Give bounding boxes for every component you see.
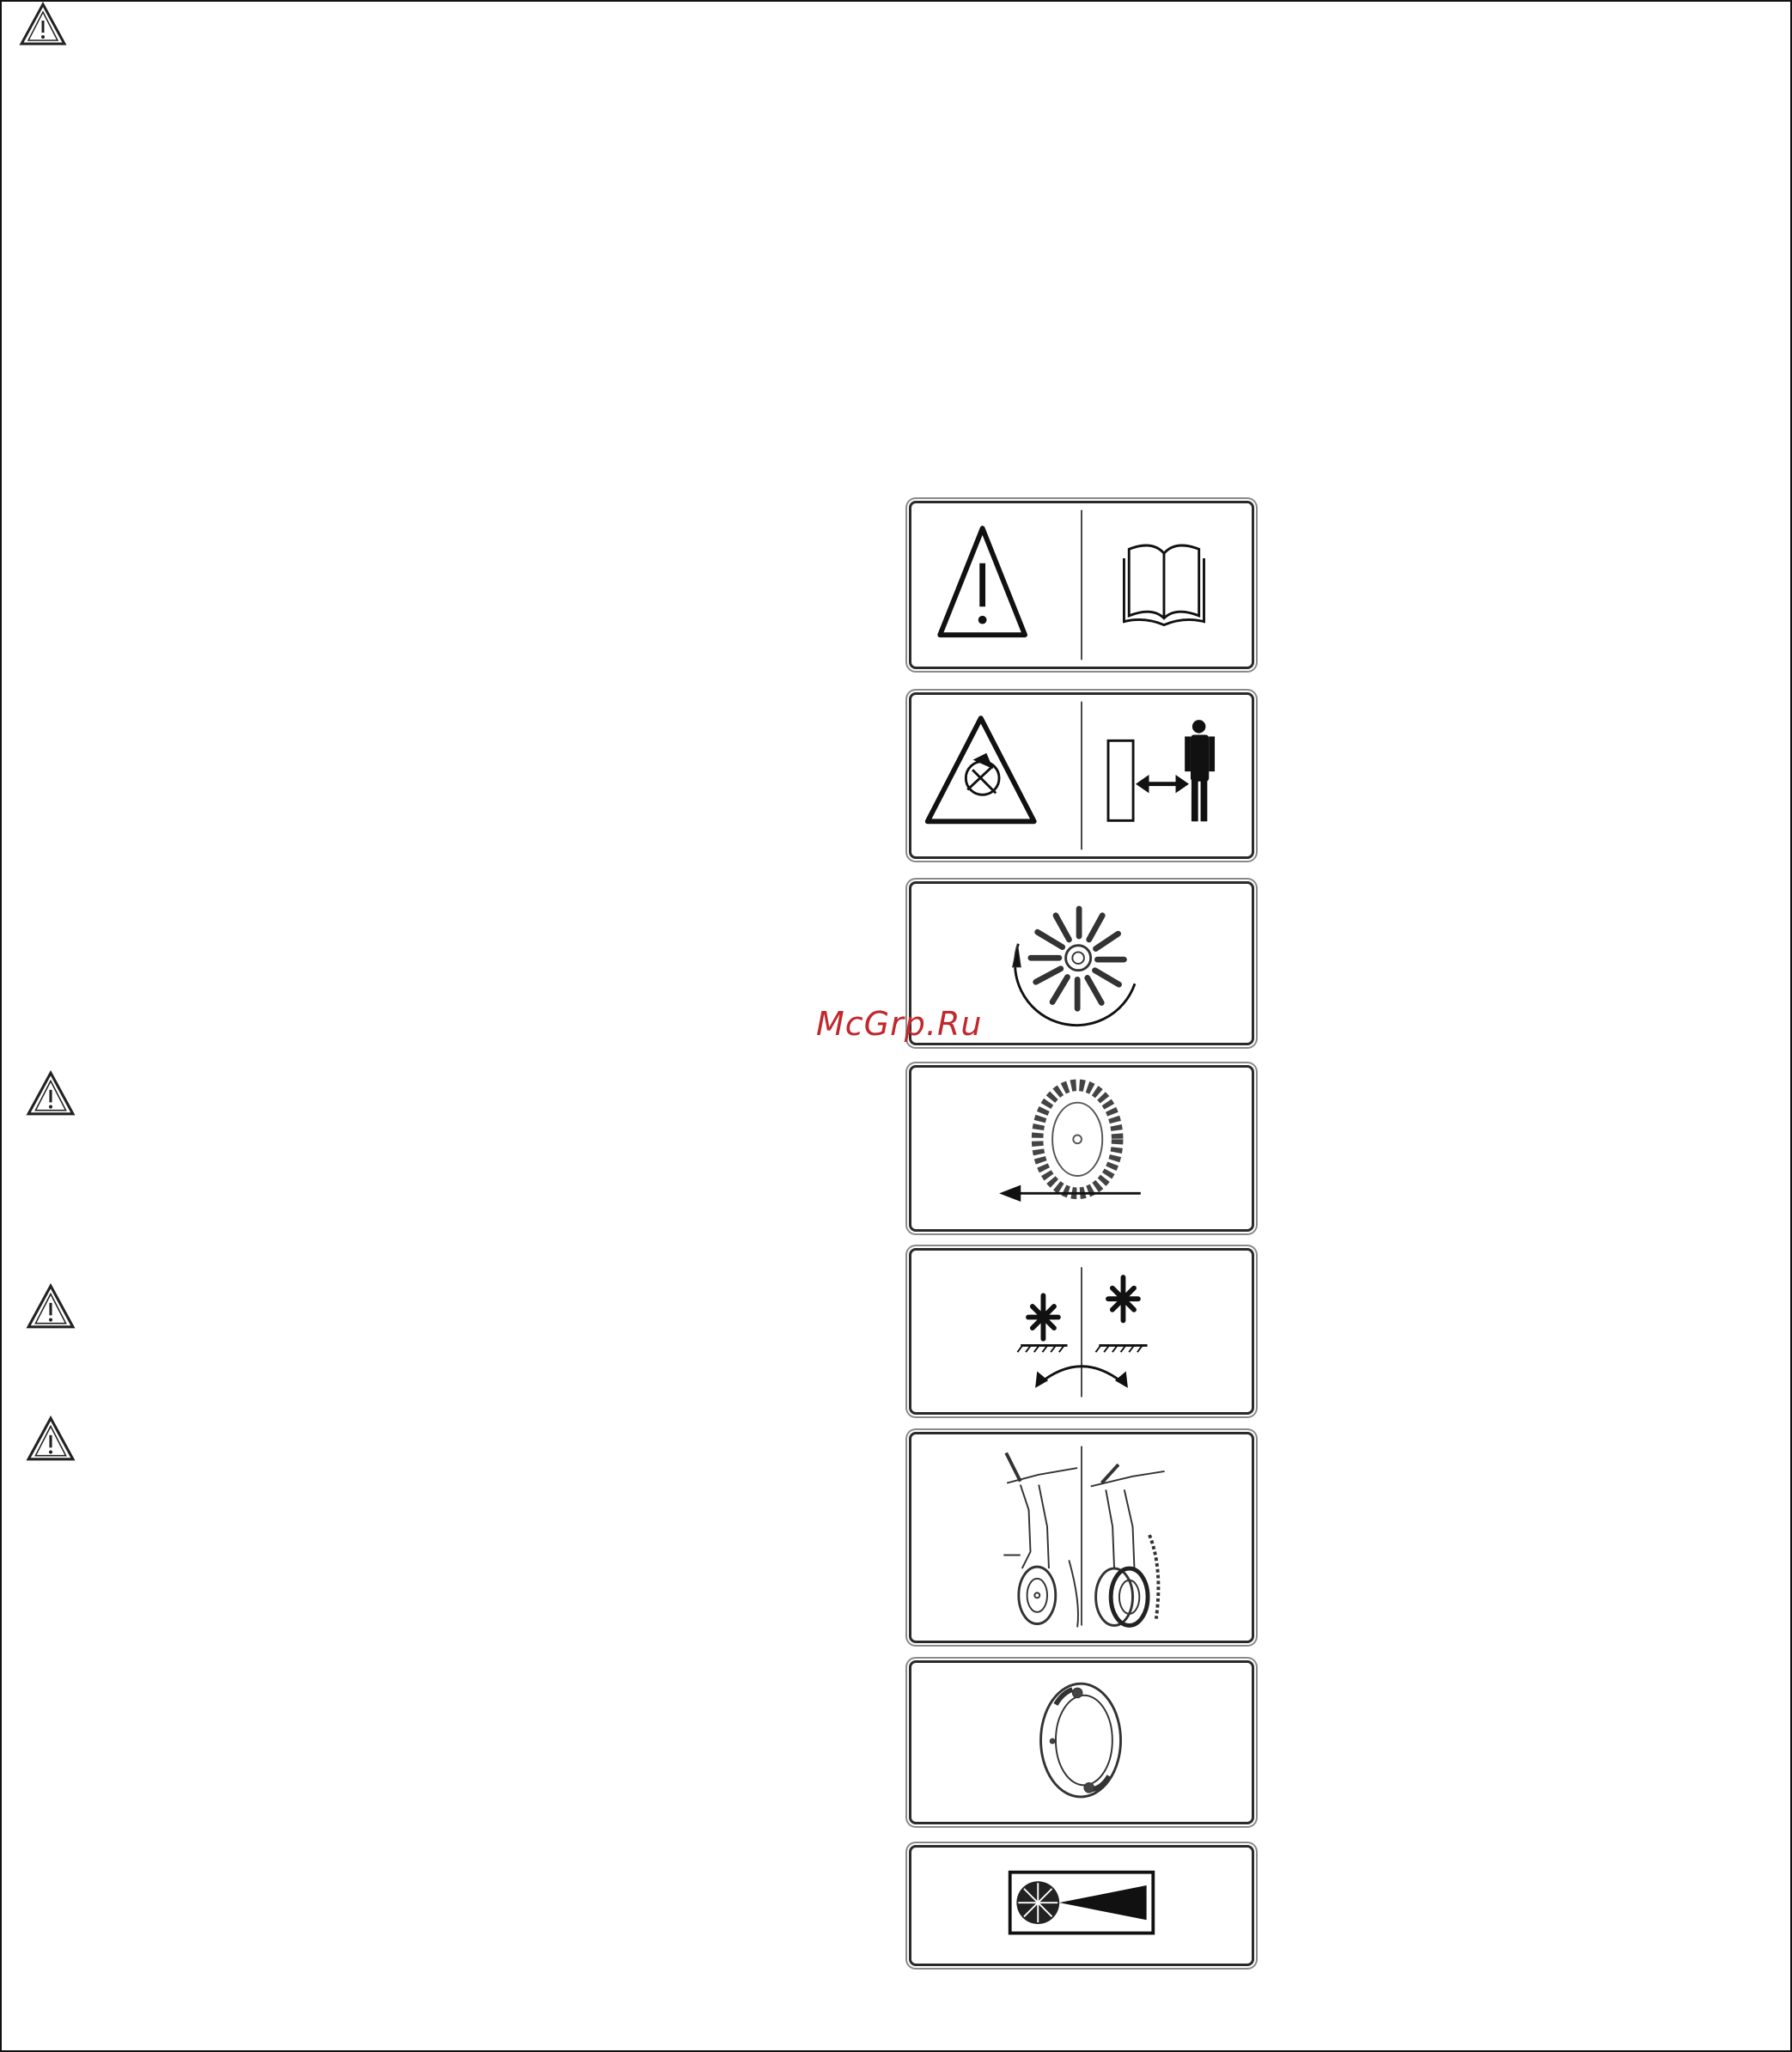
watermark-text: McGrp.Ru (816, 1005, 983, 1043)
discharge-throw-distance-icon (1010, 1872, 1154, 1933)
decal-height-adjust (909, 1248, 1254, 1415)
decal-read-manual (909, 501, 1254, 669)
warning-triangle-icon (26, 1070, 76, 1117)
decal-keep-distance (909, 692, 1254, 859)
warning-triangle-icon (19, 2, 67, 46)
warning-triangle-icon (26, 1416, 76, 1462)
read-manual-icon (1124, 545, 1204, 625)
decal-wheel-pin (909, 1432, 1254, 1643)
warning-triangle-icon (26, 1283, 76, 1330)
auger-rotation-icon (1013, 909, 1135, 1026)
wheel-drive-direction-icon (999, 1085, 1141, 1202)
decal-wheel-direction (909, 1065, 1254, 1232)
hand-injury-warning-icon (928, 718, 1034, 821)
wheel-pin-lock-icon (1003, 1452, 1164, 1627)
shear-bolt-ring-icon (1041, 1684, 1121, 1797)
warning-triangle-icon (940, 528, 1025, 635)
keep-distance-icon (1108, 720, 1215, 821)
decal-throw-distance (909, 1845, 1254, 1966)
decal-shear-bolt (909, 1660, 1254, 1824)
